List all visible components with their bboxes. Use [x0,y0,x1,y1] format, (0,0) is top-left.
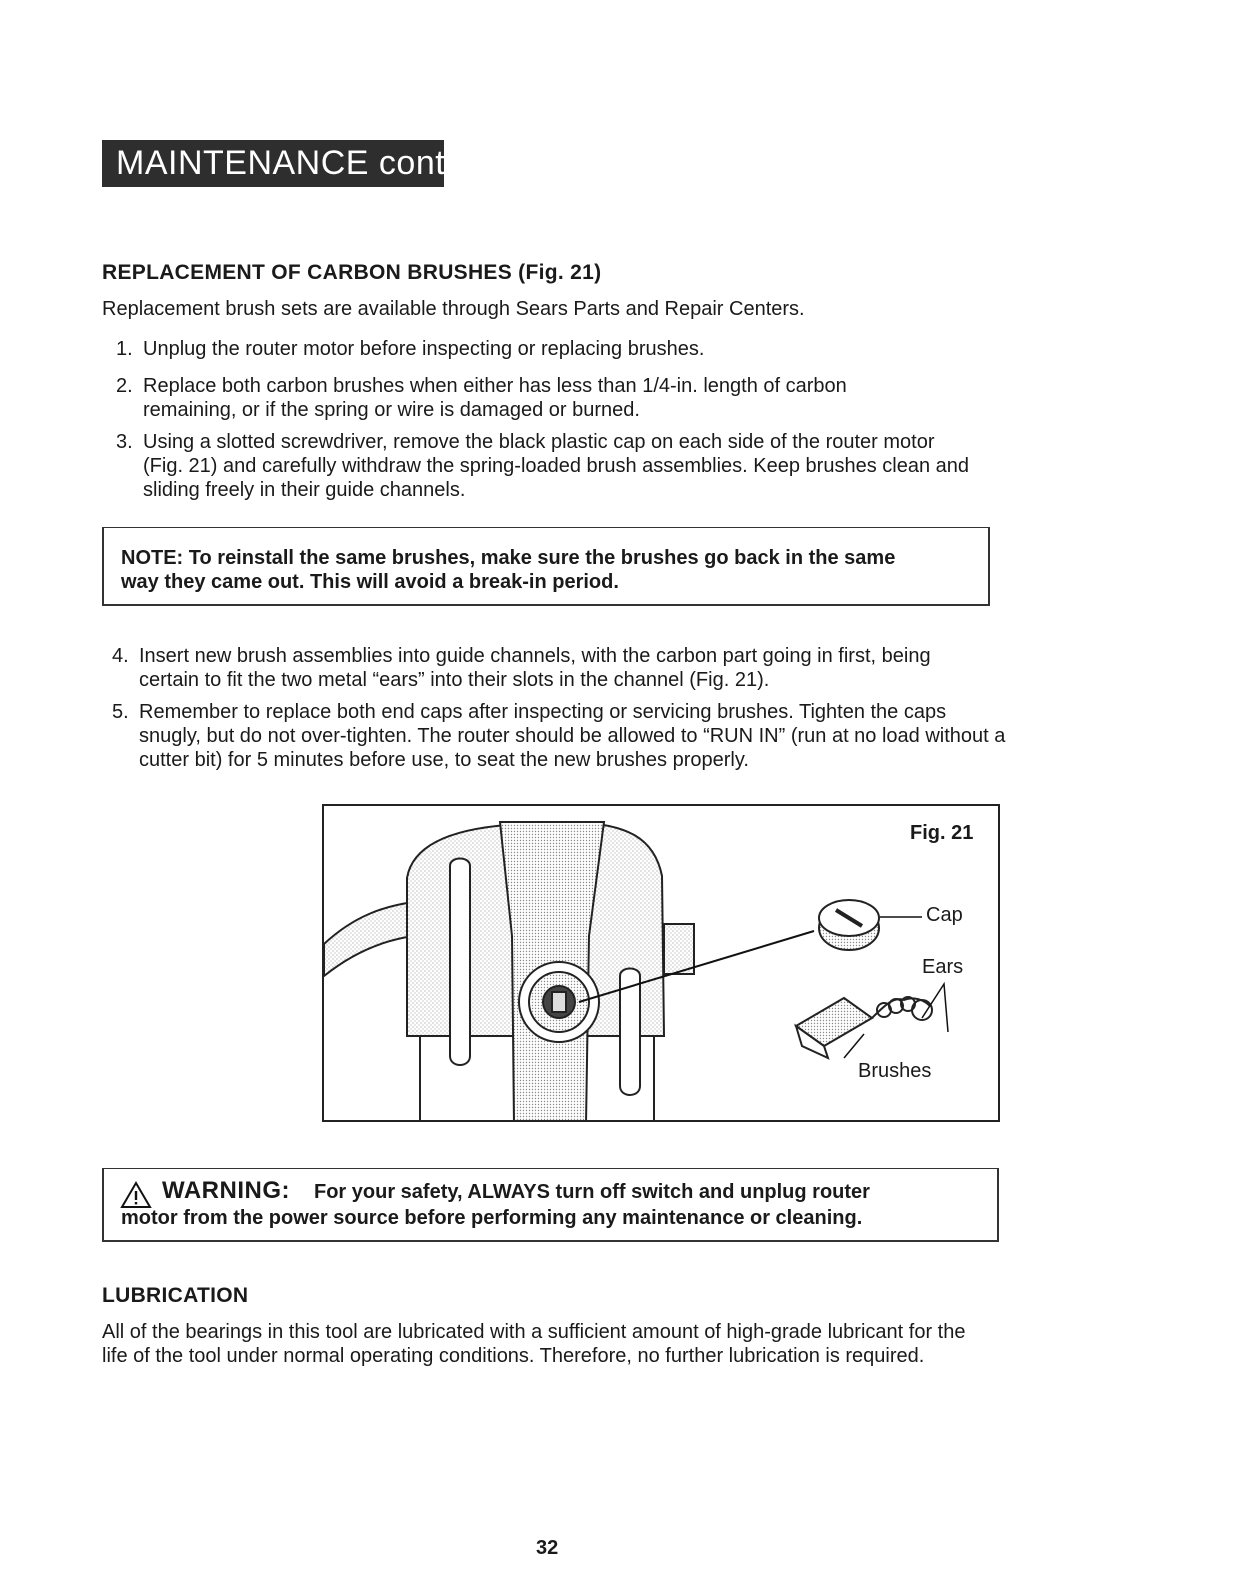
lubrication-heading: LUBRICATION [102,1284,249,1307]
figure-label: Fig. 21 [910,822,974,844]
router-body [324,822,694,1122]
step-number: 1. [116,338,133,360]
lubrication-text: All of the bearings in this tool are lubricated with a sufficient amount of high-grade lubricant for the life of the tool under normal operating conditions. Therefore, no further lubrication is required. [102,1321,966,1367]
figure-21 [322,804,1000,1122]
step-text: Replace both carbon brushes when either has less than 1/4-in. length of carbon remaining, or if the spring or wire is damaged or burned. [143,375,847,421]
step-text: Insert new brush assemblies into guide channels, with the carbon part going in first, being certain to fit the two metal “ears” into their slots in the channel (Fig. 21). [139,645,931,691]
callout-brushes: Brushes [858,1060,932,1082]
step-text: Using a slotted screwdriver, remove the black plastic cap on each side of the router motor (Fig. 21) and carefully withdraw the spring-loaded brush assemblies. Keep brushes clean and sliding freely in their guide channels. [143,431,970,501]
warning-line-2: motor from the power source before performing any maintenance or cleaning. [121,1207,863,1229]
page-number: 32 [536,1537,559,1559]
brush-cap-port [519,962,599,1042]
note-box [102,527,990,606]
step-number: 5. [112,701,129,723]
warning-box [102,1168,999,1242]
carbon-brushes-intro: Replacement brush sets are available through Sears Parts and Repair Centers. [102,298,805,320]
step-text: Unplug the router motor before inspecting or replacing brushes. [143,338,705,360]
cap-part [819,900,879,950]
step-number: 2. [116,375,133,397]
carbon-brushes-heading: REPLACEMENT OF CARBON BRUSHES (Fig. 21) [102,261,602,284]
step-number: 3. [116,431,133,453]
warning-line-1: For your safety, ALWAYS turn off switch and unplug router [314,1181,870,1203]
warning-word: WARNING: [162,1177,290,1204]
callout-cap: Cap [926,904,963,926]
step-text: Remember to replace both end caps after inspecting or servicing brushes. Tighten the caps snugly, but do not over-tighten. The router should be allowed to “RUN IN” (run at no load without a cutter bit) for 5 minutes before use, to seat the new brushes properly. [139,701,1006,771]
section-banner: MAINTENANCE cont. [102,140,444,187]
note-text: NOTE: To reinstall the same brushes, make sure the brushes go back in the same way they came out. This will avoid a break-in period. [121,547,896,593]
callout-ears: Ears [922,956,964,978]
brush-part [796,997,932,1058]
step-number: 4. [112,645,129,667]
warning-triangle-icon [120,1181,152,1209]
